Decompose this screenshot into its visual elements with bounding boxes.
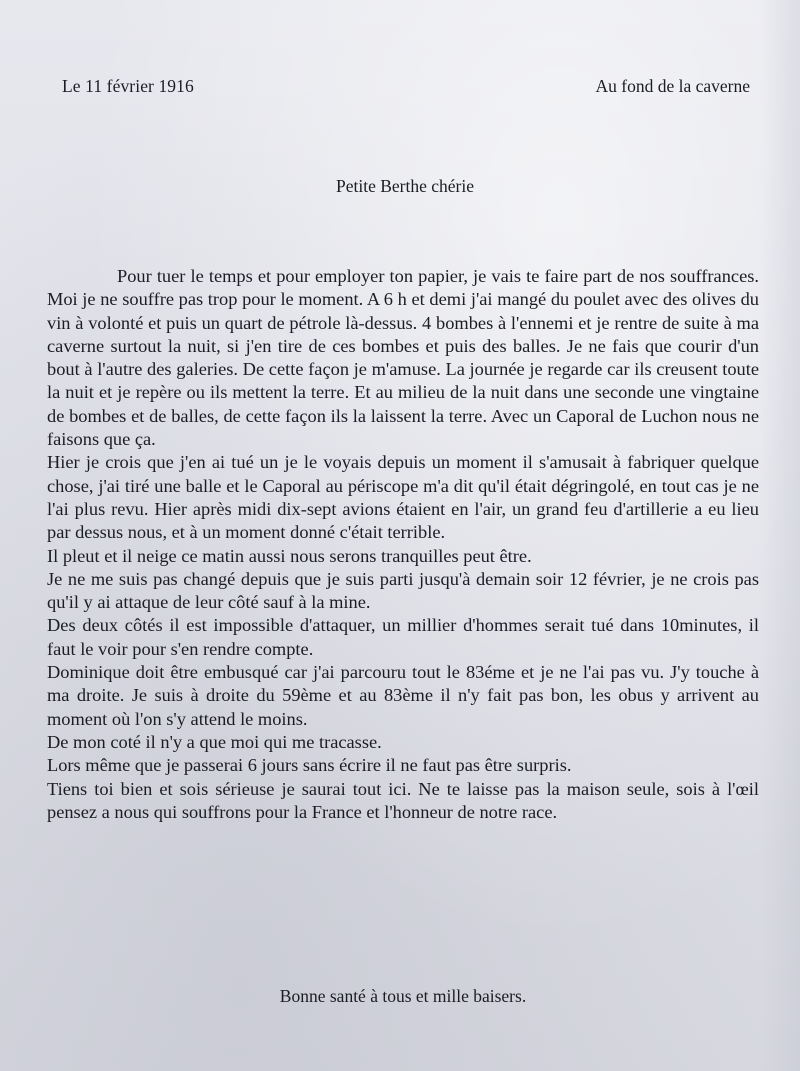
paragraph-3: Il pleut et il neige ce matin aussi nous serons tranquilles peut être. (47, 545, 532, 566)
paragraph-9: Tiens toi bien et sois sérieuse je saurai tout ici. Ne te laisse pas la maison seule, sois à l'œil pensez a nous qui souffrons pour la France et l'honneur de notre race. (47, 778, 759, 822)
closing-line: Bonne santé à tous et mille baisers. (279, 986, 527, 1006)
letter-date: Le 11 février 1916 (62, 76, 194, 96)
paragraph-7: De mon coté il n'y a que moi qui me tracasse. (47, 731, 382, 752)
paragraph-1: Pour tuer le temps et pour employer ton papier, je vais te faire part de nos souffrances. Moi je ne souffre pas trop pour le moment. A 6 h et demi j'ai mangé du poulet avec des olives du vin à volonté et puis un quart de pétrole là-dessus. 4 bombes à l'ennemi et je rentre de suite à ma caverne surtout la nuit, si j'en tire de ces bombes et puis des balles. Je ne fais que courir d'un bout à l'autre des galeries. De cette façon je m'amuse. La journée je regarde car ils creusent toute la nuit et je repère ou ils mettent la terre. Et au milieu de la nuit dans une seconde une vingtaine de bombes et de balles, de cette façon ils la laissent la terre. Avec un Caporal de Luchon nous ne faisons que ça. (47, 266, 759, 450)
page-edge-shadow (760, 0, 800, 1071)
letter-place: Au fond de la caverne (595, 76, 750, 96)
paragraph-2: Hier je crois que j'en ai tué un je le voyais depuis un moment il s'amusait à fabriquer quelque chose, j'ai tiré une balle et le Caporal au périscope m'a dit qu'il était dégringolé, en tout cas je ne l'ai plus revu. Hier après midi dix-sept avions étaient en l'air, un grand feu d'artillerie a eu lieu par dessus nous, et à un moment donné c'était terrible. (47, 452, 759, 543)
paragraph-5: Des deux côtés il est impossible d'attaquer, un millier d'hommes serait tué dans 10minutes, il faut le voir pour s'en rendre compte. (47, 615, 759, 659)
paragraph-4: Je ne me suis pas changé depuis que je suis parti jusqu'à demain soir 12 février, je ne crois pas qu'il y ai attaque de leur côté sauf à la mine. (47, 568, 759, 613)
salutation: Petite Berthe chérie (336, 176, 474, 196)
paragraph-8: Lors même que je passerai 6 jours sans écrire il ne faut pas être surpris. (47, 755, 572, 776)
letter-body (47, 265, 759, 824)
paragraph-6: Dominique doit être embusqué car j'ai parcouru tout le 83éme et je ne l'ai pas vu. J'y touche à ma droite. Je suis à droite du 59ème et au 83ème il n'y fait pas bon, les obus y arrivent au moment où l'on s'y attend le moins. (47, 662, 759, 729)
